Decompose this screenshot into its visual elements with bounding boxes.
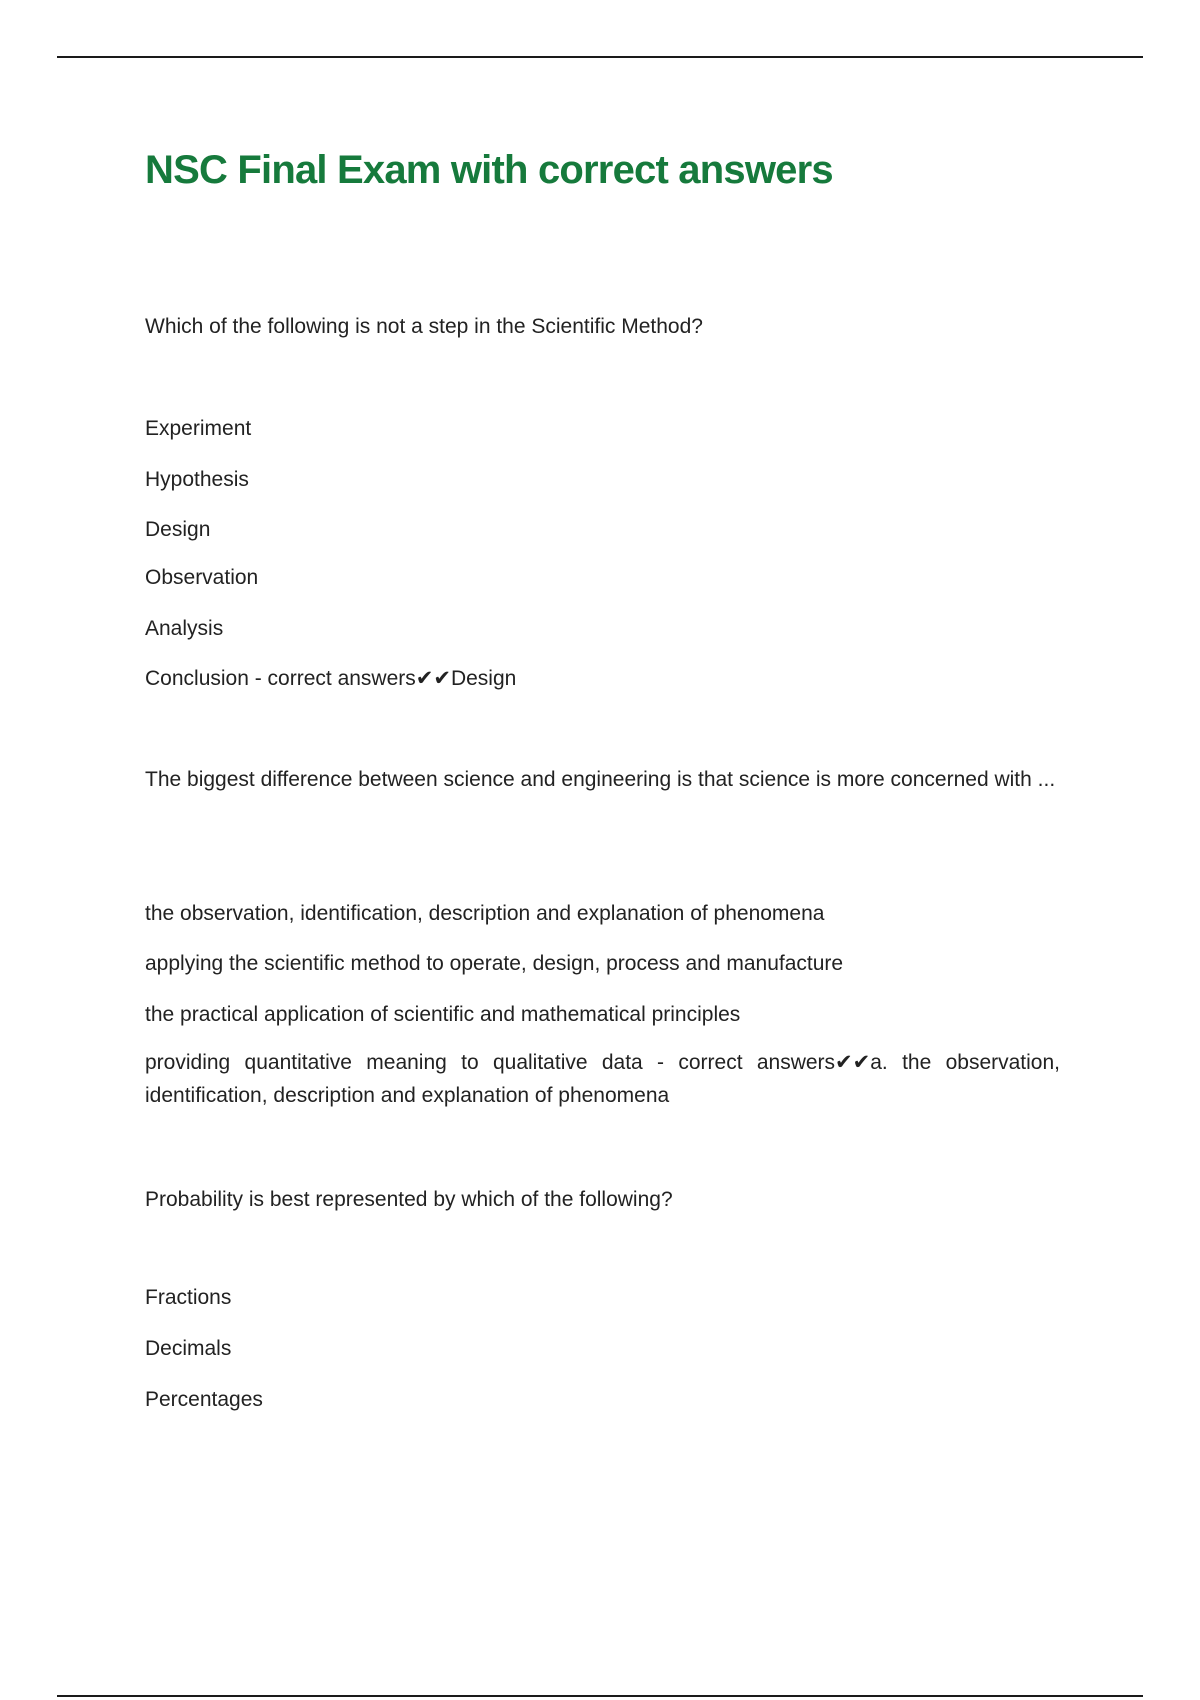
question-1-option: Observation <box>145 566 259 589</box>
question-1-option: Analysis <box>145 617 224 640</box>
footer-rule <box>57 1695 1143 1697</box>
question-2-prompt: The biggest difference between science and engineering is that science is more concerned with ... <box>145 768 1056 791</box>
question-1-prompt: Which of the following is not a step in the Scientific Method? <box>145 315 703 338</box>
question-2-option: the practical application of scientific and mathematical principles <box>145 1003 741 1026</box>
question-3-option: Percentages <box>145 1388 263 1411</box>
question-1-option: Design <box>145 518 211 541</box>
question-1-answer: Conclusion - correct answers✔✔Design <box>145 667 517 690</box>
question-2-answer: providing quantitative meaning to qualitative data - correct answers✔✔a. the observation, identification, description and explanation of phenomena <box>145 1051 1060 1107</box>
question-3-option: Decimals <box>145 1337 232 1360</box>
question-1-option: Hypothesis <box>145 468 249 491</box>
document-title: NSC Final Exam with correct answers <box>145 148 833 192</box>
header-rule <box>57 56 1143 58</box>
question-2-option: applying the scientific method to operate, design, process and manufacture <box>145 952 844 975</box>
question-3-prompt: Probability is best represented by which of the following? <box>145 1188 673 1211</box>
question-2-option: the observation, identification, description and explanation of phenomena <box>145 902 825 925</box>
question-3-option: Fractions <box>145 1286 232 1309</box>
question-1-option: Experiment <box>145 417 252 440</box>
